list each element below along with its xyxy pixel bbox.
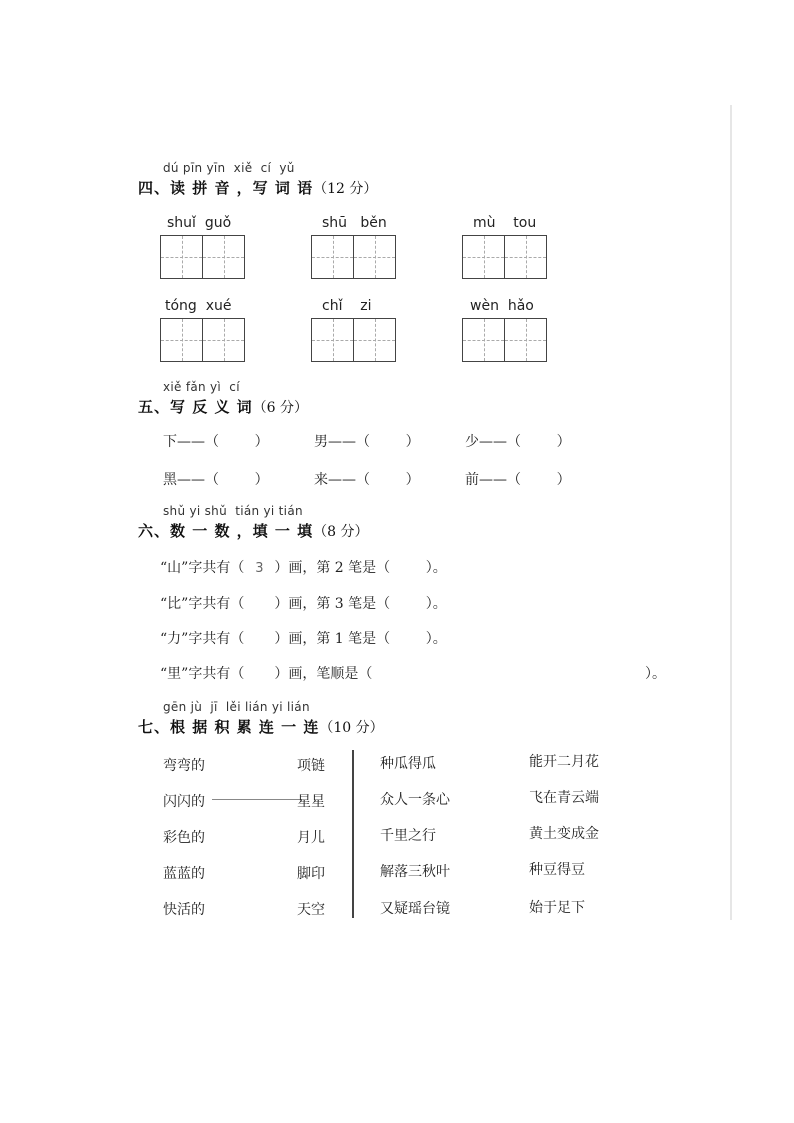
match-right-b[interactable]: 黄土变成金 [529,826,599,842]
writing-cell[interactable] [354,236,396,278]
question-text: “比”字共有（ [160,596,245,612]
sec4-title: 四、读 拼 音 ，写 词 语 [138,179,314,197]
writing-cell[interactable] [161,319,203,361]
word-pinyin-4: tóng xué [165,298,232,314]
writing-cell[interactable] [354,319,396,361]
tianzige-3 [462,235,547,279]
match-left-a[interactable]: 闪闪的 [163,794,205,810]
sec5-points: （6 分） [252,400,309,416]
question-text: ）画，第 2 笔是（ ）。 [274,560,447,576]
sec6-points: （8 分） [313,524,369,540]
match-left-b[interactable]: 月儿 [297,830,325,846]
tianzige-2 [311,235,396,279]
match-right-b[interactable]: 始于足下 [529,900,585,916]
stroke-order-close: ）。 [645,666,666,682]
stroke-question-4 [160,663,372,683]
question-text: “力”字共有（ [160,631,245,647]
writing-cell[interactable] [463,236,505,278]
tianzige-1 [160,235,245,279]
tianzige-6 [462,318,547,362]
match-left-a[interactable]: 弯弯的 [163,758,205,774]
sec7-pinyin: gēn jù jī lěi lián yi lián [163,700,310,714]
match-right-a[interactable]: 众人一条心 [380,792,450,808]
writing-cell[interactable] [312,236,354,278]
sec4-heading [138,177,377,198]
sec4-points: （12 分） [313,181,378,197]
antonym-item[interactable]: 少——（ ） [465,434,571,450]
writing-cell[interactable] [505,236,547,278]
writing-cell[interactable] [203,236,245,278]
sec5-title: 五、写 反 义 词 [138,398,253,416]
sec4-pinyin: dú pīn yīn xiě cí yǔ [163,161,295,175]
question-text: “里”字共有（ [160,666,245,682]
stroke-question-1 [160,557,447,577]
word-pinyin-1: shuǐ guǒ [167,215,232,231]
scan-edge-shadow [730,105,732,920]
sec5-pinyin: xiě fǎn yì cí [163,380,240,394]
word-pinyin-6: wèn hǎo [470,298,534,314]
antonym-item[interactable]: 来——（ ） [314,472,420,488]
sec7-heading [138,716,384,737]
connecting-line [212,799,302,800]
match-left-b[interactable]: 脚印 [297,866,325,882]
writing-cell[interactable] [312,319,354,361]
antonym-item[interactable]: 男——（ ） [314,434,420,450]
writing-cell[interactable] [463,319,505,361]
match-left-a[interactable]: 彩色的 [163,830,205,846]
question-text: “山”字共有（ [160,560,245,576]
match-left-b[interactable]: 星星 [297,794,325,810]
column-divider [352,750,354,918]
word-pinyin-5: chǐ zi [322,298,372,314]
antonym-item[interactable]: 前——（ ） [465,472,571,488]
stroke-question-2 [160,593,447,613]
match-left-b[interactable]: 天空 [297,902,325,918]
sec6-pinyin: shǔ yi shǔ tián yi tián [163,504,303,518]
sec6-heading [138,520,368,541]
sec6-title: 六、数 一 数 ，填 一 填 [138,522,314,540]
question-text: ）画，笔顺是（ [274,666,373,682]
match-left-b[interactable]: 项链 [297,758,325,774]
match-right-b[interactable]: 飞在青云端 [529,790,599,806]
match-right-b[interactable]: 能开二月花 [529,754,599,770]
antonym-item[interactable]: 黑——（ ） [163,472,269,488]
sec5-heading [138,396,308,417]
tianzige-5 [311,318,396,362]
match-left-a[interactable]: 蓝蓝的 [163,866,205,882]
match-left-a[interactable]: 快活的 [163,902,205,918]
match-right-a[interactable]: 千里之行 [380,828,436,844]
tianzige-4 [160,318,245,362]
match-right-a[interactable]: 种瓜得瓜 [380,756,436,772]
question-text: ）画，第 1 笔是（ ）。 [274,631,447,647]
match-right-a[interactable]: 又疑瑶台镜 [380,901,450,917]
stroke-question-3 [160,628,447,648]
question-text: ）画，第 3 笔是（ ）。 [274,596,447,612]
answer-value[interactable]: 3 [255,561,264,576]
word-pinyin-2: shū běn [322,215,387,231]
writing-cell[interactable] [161,236,203,278]
sec7-title: 七、根 据 积 累 连 一 连 [138,718,320,736]
writing-cell[interactable] [505,319,547,361]
sec7-points: （10 分） [319,720,384,736]
word-pinyin-3: mù tou [473,215,537,231]
antonym-item[interactable]: 下——（ ） [163,434,269,450]
match-right-b[interactable]: 种豆得豆 [529,862,585,878]
writing-cell[interactable] [203,319,245,361]
match-right-a[interactable]: 解落三秋叶 [380,864,450,880]
